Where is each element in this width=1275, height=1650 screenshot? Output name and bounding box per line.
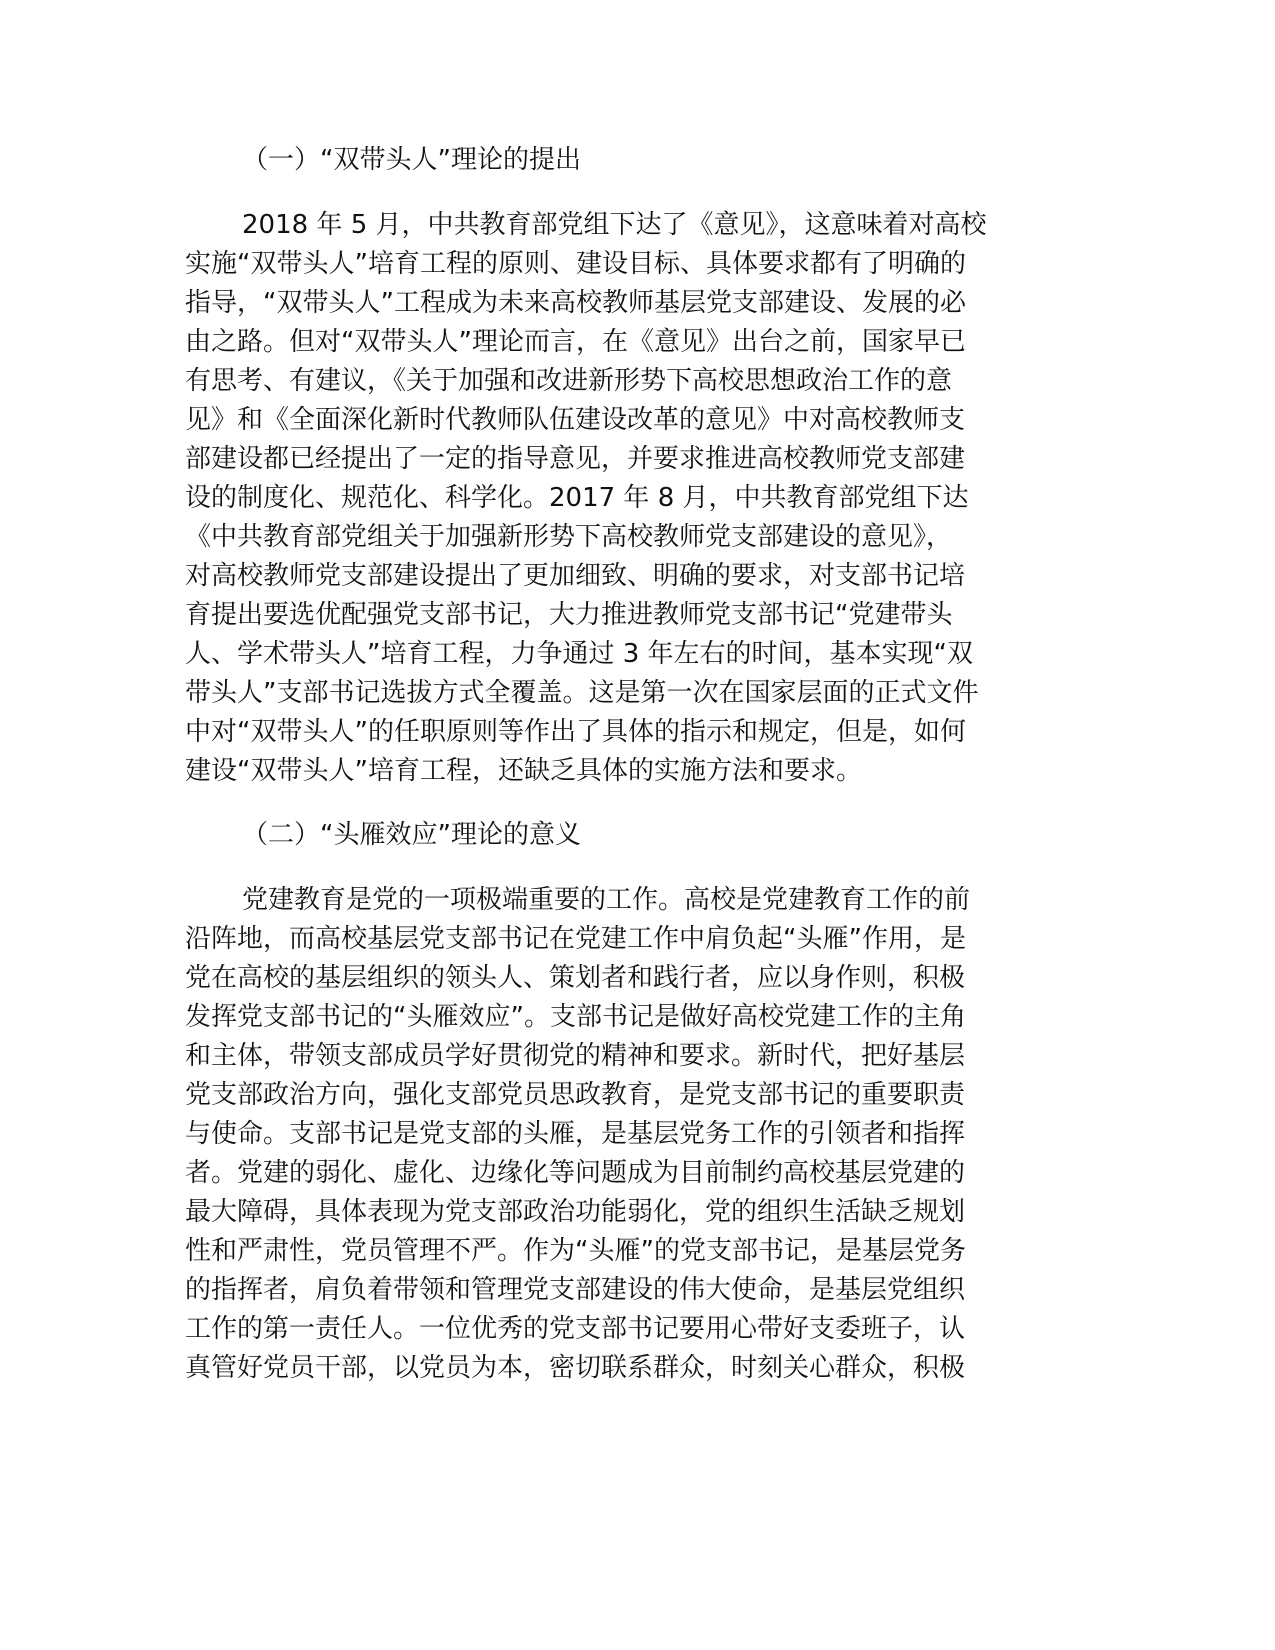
paragraph-line: 和主体，带领支部成员学好贯彻党的精神和要求。新时代，把好基层 (185, 1041, 966, 1071)
paragraph-line: 2018 年 5 月，中共教育部党组下达了《意见》，这意味着对高校 (242, 210, 987, 240)
paragraph-line: 发挥党支部书记的“头雁效应”。支部书记是做好高校党建工作的主角 (185, 1002, 966, 1032)
paragraph-line: 党建教育是党的一项极端重要的工作。高校是党建教育工作的前 (242, 885, 971, 915)
paragraph-line: 与使命。支部书记是党支部的头雁，是基层党务工作的引领者和指挥 (185, 1119, 966, 1149)
paragraph-line: 党在高校的基层组织的领头人、策划者和践行者，应以身作则，积极 (185, 963, 966, 993)
section-heading-1: （一）“双带头人”理论的提出 (242, 145, 581, 175)
paragraph-line: 者。党建的弱化、虚化、边缘化等问题成为目前制约高校基层党建的 (185, 1158, 966, 1188)
paragraph-line: 沿阵地，而高校基层党支部书记在党建工作中肩负起“头雁”作用，是 (185, 924, 966, 954)
section-heading-2: （二）“头雁效应”理论的意义 (242, 820, 581, 850)
paragraph-line: 人、学术带头人”培育工程，力争通过 3 年左右的时间，基本实现“双 (185, 639, 974, 669)
paragraph-line: 性和严肃性，党员管理不严。作为“头雁”的党支部书记，是基层党务 (185, 1236, 966, 1266)
paragraph-line: 对高校教师党支部建设提出了更加细致、明确的要求，对支部书记培 (185, 561, 966, 591)
paragraph-line: 最大障碍，具体表现为党支部政治功能弱化，党的组织生活缺乏规划 (185, 1197, 966, 1227)
paragraph-line: 育提出要选优配强党支部书记，大力推进教师党支部书记“党建带头 (185, 600, 953, 630)
paragraph-line: 真管好党员干部，以党员为本，密切联系群众，时刻关心群众，积极 (185, 1353, 966, 1383)
paragraph-line: 中对“双带头人”的任职原则等作出了具体的指示和规定，但是，如何 (185, 717, 966, 747)
paragraph-line: 党支部政治方向，强化支部党员思政教育，是党支部书记的重要职责 (185, 1080, 966, 1110)
paragraph-line: 工作的第一责任人。一位优秀的党支部书记要用心带好支委班子，认 (185, 1314, 966, 1344)
paragraph-line: 有思考、有建议，《关于加强和改进新形势下高校思想政治工作的意 (185, 366, 953, 396)
paragraph-line: 由之路。但对“双带头人”理论而言，在《意见》出台之前，国家早已 (185, 327, 966, 357)
paragraph-line: 见》和《全面深化新时代教师队伍建设改革的意见》中对高校教师支 (185, 405, 966, 435)
paragraph-line: 带头人”支部书记选拔方式全覆盖。这是第一次在国家层面的正式文件 (185, 678, 979, 708)
paragraph-line: 《中共教育部党组关于加强新形势下高校教师党支部建设的意见》， (185, 522, 953, 552)
paragraph-line: 建设“双带头人”培育工程，还缺乏具体的实施方法和要求。 (185, 756, 862, 786)
paragraph-line: 实施“双带头人”培育工程的原则、建设目标、具体要求都有了明确的 (185, 249, 966, 279)
paragraph-line: 的指挥者，肩负着带领和管理党支部建设的伟大使命，是基层党组织 (185, 1275, 966, 1305)
paragraph-line: 指导，“双带头人”工程成为未来高校教师基层党支部建设、发展的必 (185, 288, 966, 318)
paragraph-line: 部建设都已经提出了一定的指导意见，并要求推进高校教师党支部建 (185, 444, 966, 474)
paragraph-line: 设的制度化、规范化、科学化。2017 年 8 月，中共教育部党组下达 (185, 483, 969, 513)
